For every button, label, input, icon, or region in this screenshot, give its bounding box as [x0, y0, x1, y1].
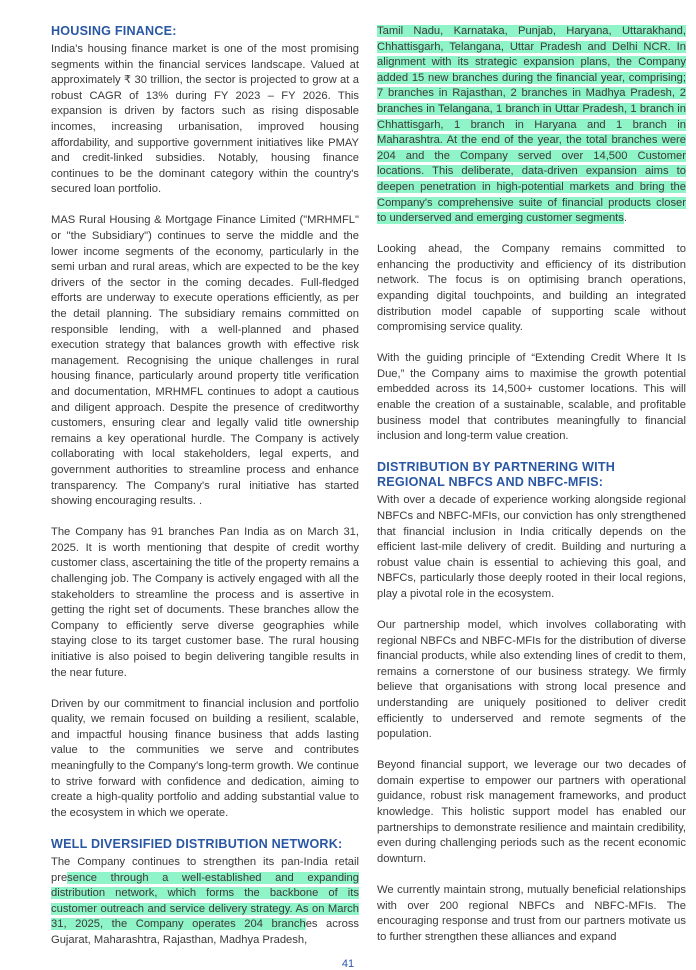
section-heading-housing-finance: HOUSING FINANCE: — [51, 24, 177, 38]
right-column — [377, 24, 686, 961]
left-column — [51, 24, 359, 964]
paragraph: The Company has 91 branches Pan India as on March 31, 2025. It is worth mentioning that despite of credit worthy customer class, ascertaining the title of the property remains a challenging job. The Company is actively engaged with all the stakeholders to streamline the process and is assertive in getting the right set of documents. These branches allow the Company to efficiently serve diverse geographies while staying close to its target customer base. The rural housing initiative is also poised to begin delivering tangible results in the near future. — [51, 526, 359, 679]
housing-finance-section — [51, 24, 359, 821]
paragraph-continued — [377, 24, 686, 227]
paragraph: With the guiding principle of “Extending Credit Where It Is Due,” the Company aims to maximise the growth potential embedded across its 14,500+ customer locations. This will enable the creation of a sustainable, scalable, and profitable business model that contributes meaningfully to financial inclusion and long-term value creation. — [377, 352, 686, 443]
paragraph: Driven by our commitment to financial inclusion and portfolio quality, we remain focused on building a resilient, scalable, and impactful housing finance business that adds lasting value to the communities we serve and contributes meaningfully to the Company's long-term growth. We continue to strive forward with confidence and dedication, aiming to create a high-quality portfolio and adding substantial value to the ecosystem in which we operate. — [51, 697, 359, 819]
highlighted-text[interactable]: Tamil Nadu, Karnataka, Punjab, Haryana, Uttarakhand, Chhattisgarh, Telangana, Uttar Pradesh and Delhi NCR. In alignment with its strategic expansion plans, the Company added 15 new branches during the financial year, comprising; 7 branches in Rajasthan, 2 branches in Madhya Pradesh, 2 branches in Telangana, 1 branch in Uttar Pradesh, 1 branch in Chhattisgarh, 1 branch in Haryana and 1 branch in Maharashtra. At the end of the year, the total branches were 204 and the Company served over 14,500 Customer locations. This deliberate, data-driven expansion aims to deepen penetration in high-potential markets and bring the Company's comprehensive suite of financial products closer to underserved and emerging customer segments — [377, 25, 686, 225]
paragraph — [51, 855, 359, 949]
page-number: 41 — [341, 958, 355, 970]
nbfc-partnering-section — [377, 460, 686, 945]
paragraph: With over a decade of experience working alongside regional NBFCs and NBFC-MFIs, our conviction has only strengthened that financial inclusion in India critically depends on the efficient last-mile delivery of credit. Building and nurturing a robust value chain is essential to achieving this goal, and NBFCs, particularly those deeply rooted in their local regions, play a pivotal role in the ecosystem. — [377, 494, 686, 600]
paragraph: Our partnership model, which involves collaborating with regional NBFCs and NBFC-MFIs for the distribution of diverse financial products, while also extending lines of credit to them, remains a cornerstone of our business strategy. We firmly believe that organisations with strong local presence and understanding are uniquely positioned to deliver credit efficiently to underserved and remote segments of the population. — [377, 619, 686, 741]
paragraph: India's housing finance market is one of the most promising segments within the financial services landscape. Valued at approximately ₹ 30 trillion, the sector is projected to grow at a robust CAGR of 13% during FY 2023 – FY 2026. This expansion is driven by factors such as rising disposable incomes, increasing urbanisation, improved housing affordability, and supportive government initiatives like PMAY and credit-linked subsidies. Notably, housing finance continues to be the dominant category within the country's secured loan portfolio. — [51, 43, 359, 196]
distribution-network-section — [51, 837, 359, 949]
paragraph: Looking ahead, the Company remains committed to enhancing the productivity and efficiency of its distribution network. The focus is on optimising branch operations, expanding digital touchpoints, and building an integrated distribution model capable of supporting scale without compromising service quality. — [377, 243, 686, 334]
paragraph: Beyond financial support, we leverage our two decades of domain expertise to empower our partners with operational guidance, robust risk management frameworks, and product knowledge. This holistic support model has enabled our partnerships to demonstrate resilience and maintain credibility, even during challenging periods such as the recent economic downturn. — [377, 759, 686, 865]
text-segment: es across Gujarat, Maharashtra, Rajasthan, Madhya Pradesh, — [51, 918, 360, 946]
paragraph: We currently maintain strong, mutually beneficial relationships with over 200 regional NBFCs and NBFC-MFIs. The encouraging response and trust from our partners motivate us to further strengthen these alliances and expand — [377, 883, 686, 943]
paragraph: MAS Rural Housing & Mortgage Finance Limited ("MRHMFL" or "the Subsidiary") continues to serve the middle and the lower income segments of the economy, particularly in the semi urban and rural areas, which are expected to be the key drivers of the sector in the coming decades. Full-fledged efforts are underway to execute operations efficiently, as per the detail planning. The subsidiary remains committed on responsible lending, with a well-planned and phased execution strategy that balances growth with effective risk management. Recognising the unique challenges in rural housing finance, particularly around property title verification and documentation, MRHMFL continues to adopt a cautious and diligent approach. Despite the presence of creditworthy customers, ensuring clear and legally valid title ownership remains a key operational hurdle. The Company is actively collaborating with local stakeholders, legal experts, and government authorities to streamline process and enhance transparency. The Company's rural initiative has started showing encouraging results. . — [51, 214, 359, 508]
highlighted-text[interactable]: sence through a well-established and expanding distribution network, which forms the backbone of its customer outreach and service delivery strategy. As on March 31, 2025, the Company operates 204 branch — [51, 871, 359, 931]
section-heading-distribution-network: WELL DIVERSIFIED DISTRIBUTION NETWORK: — [51, 836, 343, 851]
text-segment: The Company continues to strengthen its pan-India retail pre — [51, 855, 359, 884]
text-segment: . — [623, 212, 627, 225]
section-heading-nbfc-partnering: DISTRIBUTION BY PARTNERING WITH REGIONAL NBFCS AND NBFC-MFIS: — [377, 460, 616, 490]
